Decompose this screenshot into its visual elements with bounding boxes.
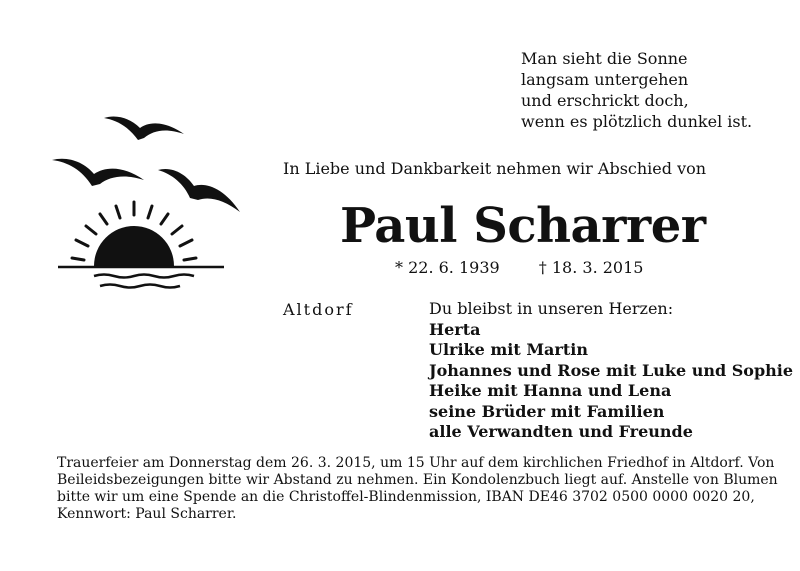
death-date: † 18. 3. 2015: [538, 258, 644, 277]
quote-line: und erschrickt doch,: [521, 91, 689, 110]
bird-icon: [52, 159, 144, 186]
list-item: alle Verwandten und Freunde: [429, 422, 693, 441]
bird-icon: [104, 116, 184, 140]
quote-line: langsam untergehen: [521, 70, 689, 89]
survivors-list: [429, 319, 794, 443]
footer-line: Beileidsbezeigungen bitte wir Abstand zu nehmen. Ein Kondolenzbuch liegt auf. Anstelle von Blumen: [57, 472, 778, 488]
footer-line: Kennwort: Paul Scharrer.: [57, 506, 237, 522]
survivors-lead: Du bleibst in unseren Herzen:: [429, 299, 674, 318]
memorial-quote: [521, 48, 781, 132]
place-name: Altdorf: [283, 300, 354, 319]
list-item: Johannes und Rose mit Luke und Sophie: [429, 360, 794, 380]
birth-date: * 22. 6. 1939: [395, 258, 500, 277]
farewell-intro: In Liebe und Dankbarkeit nehmen wir Abschied von: [283, 159, 707, 178]
footer-line: Trauerfeier am Donnerstag dem 26. 3. 2015, um 15 Uhr auf dem kirchlichen Friedhof in Altdorf. Von: [57, 455, 775, 471]
funeral-details: [57, 455, 778, 523]
list-item: Heike mit Hanna und Lena: [429, 381, 672, 400]
list-item: Ulrike mit Martin: [429, 340, 588, 359]
deceased-name: Paul Scharrer: [340, 198, 706, 254]
sun-icon: [94, 226, 174, 266]
list-item: Herta: [429, 319, 481, 339]
survivors-block: [429, 299, 794, 443]
list-item: seine Brüder mit Familien: [429, 401, 665, 421]
life-dates: [395, 257, 695, 279]
quote-line: Man sieht die Sonne: [521, 49, 688, 68]
bird-icon: [158, 169, 240, 212]
quote-line: wenn es plötzlich dunkel ist.: [521, 112, 753, 131]
sunset-birds-icon: [44, 100, 254, 300]
footer-line: bitte wir um eine Spende an die Christoffel-Blindenmission, IBAN DE46 3702 0500 0000 0020 20,: [57, 489, 755, 505]
